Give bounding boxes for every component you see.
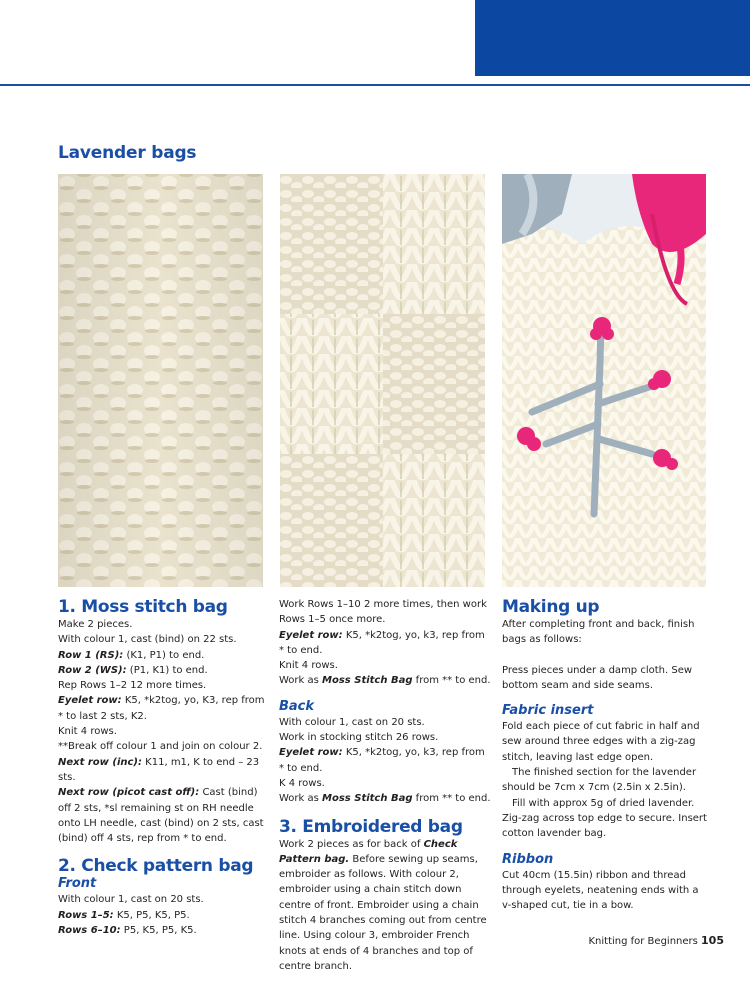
making-up-line: Press pieces under a damp cloth. Sew bottom seam and side seams.	[502, 664, 693, 691]
fabric-insert-heading: Fabric insert	[502, 703, 594, 719]
embroidered-bag-photo	[502, 174, 706, 587]
moss-row1: Row 1 (RS): (K1, P1) to end.	[58, 649, 205, 661]
fabric-line: Fill with approx 5g of dried lavender. Zig-zag across top edge to secure. Insert cotton lavender bag.	[502, 797, 707, 840]
back-line: Work as Moss Stitch Bag from ** to end.	[279, 793, 491, 805]
check-heading: 2. Check pattern bag	[58, 856, 254, 877]
fabric-line: The finished section for the lavender should be 7cm x 7cm (2.5in x 2.5in).	[502, 767, 697, 794]
moss-line: With colour 1, cast (bind) on 22 sts.	[58, 634, 237, 646]
header-rule	[0, 84, 750, 86]
ribbon-heading: Ribbon	[502, 851, 554, 867]
page-title: Lavender bags	[58, 143, 197, 163]
back-line: Work in stocking stitch 26 rows.	[279, 732, 439, 744]
moss-line: **Break off colour 1 and join on colour 2.	[58, 741, 263, 753]
back-line: K 4 rows.	[279, 777, 325, 789]
check-front-subheading: Front	[58, 876, 97, 892]
check-rows-1-5: Rows 1–5: K5, P5, K5, P5.	[58, 909, 190, 921]
book-title: Knitting for Beginners	[588, 936, 698, 947]
check-line: Work Rows 1–10 2 more times, then work Rows 1–5 once more.	[279, 599, 487, 626]
embroidered-heading: 3. Embroidered bag	[279, 816, 463, 837]
check-line: With colour 1, cast on 20 sts.	[58, 894, 204, 906]
moss-eyelet-row: Eyelet row: K5, *k2tog, yo, K3, rep from * to last 2 sts, K2.	[58, 695, 265, 722]
back-eyelet-row: Eyelet row: K5, *k2tog, yo, k3, rep from * to end.	[279, 747, 485, 774]
page-number: 105	[701, 934, 724, 947]
moss-inc-row: Next row (inc): K11, m1, K to end – 23 sts.	[58, 756, 260, 783]
check-line: Work as Moss Stitch Bag from ** to end.	[279, 675, 491, 687]
ribbon-line: Cut 40cm (15.5in) ribbon and thread through eyelets, neatening ends with a v-shaped cut, tie in a bow.	[502, 869, 699, 912]
check-back-subheading: Back	[279, 698, 315, 714]
moss-row2: Row 2 (WS): (P1, K1) to end.	[58, 664, 208, 676]
moss-picot-row: Next row (picot cast off): Cast (bind) off 2 sts, *sl remaining st on RH needle onto LH needle, cast (bind) on 2 sts, cast (bind) off 4 sts, rep from * to end.	[58, 787, 264, 845]
moss-stitch-photo	[58, 174, 263, 587]
check-pattern-photo	[280, 174, 485, 587]
back-line: With colour 1, cast on 20 sts.	[279, 716, 425, 728]
moss-heading: 1. Moss stitch bag	[58, 597, 228, 617]
header-color-block	[475, 0, 750, 76]
check-rows-6-10: Rows 6–10: P5, K5, P5, K5.	[58, 925, 197, 937]
moss-line: Rep Rows 1–2 12 more times.	[58, 680, 207, 692]
moss-line: Make 2 pieces.	[58, 619, 133, 630]
page-footer	[588, 934, 724, 947]
moss-line: Knit 4 rows.	[58, 726, 117, 738]
column-check-and-embroidered	[279, 597, 491, 974]
check-eyelet-row: Eyelet row: K5, *k2tog, yo, k3, rep from * to end.	[279, 629, 485, 656]
embroidered-text: Work 2 pieces as for back of Check Pattern bag. Before sewing up seams, embroider as follows. With colour 2, embroider using a chain stitch down centre of front. Embroider using a chain stitch 4 branches coming out from centre line. Using colour 3, embroider French knots at ends of 4 branches and top of centre branch.	[279, 838, 487, 972]
column-moss-and-check	[58, 597, 270, 938]
check-line: Knit 4 rows.	[279, 660, 338, 672]
column-making-up	[502, 597, 708, 913]
fabric-line: Fold each piece of cut fabric in half and sew around three edges with a zig-zag stitch, leaving last edge open.	[502, 721, 700, 763]
making-up-heading: Making up	[502, 597, 600, 617]
making-up-line: After completing front and back, finish bags as follows:	[502, 619, 695, 646]
